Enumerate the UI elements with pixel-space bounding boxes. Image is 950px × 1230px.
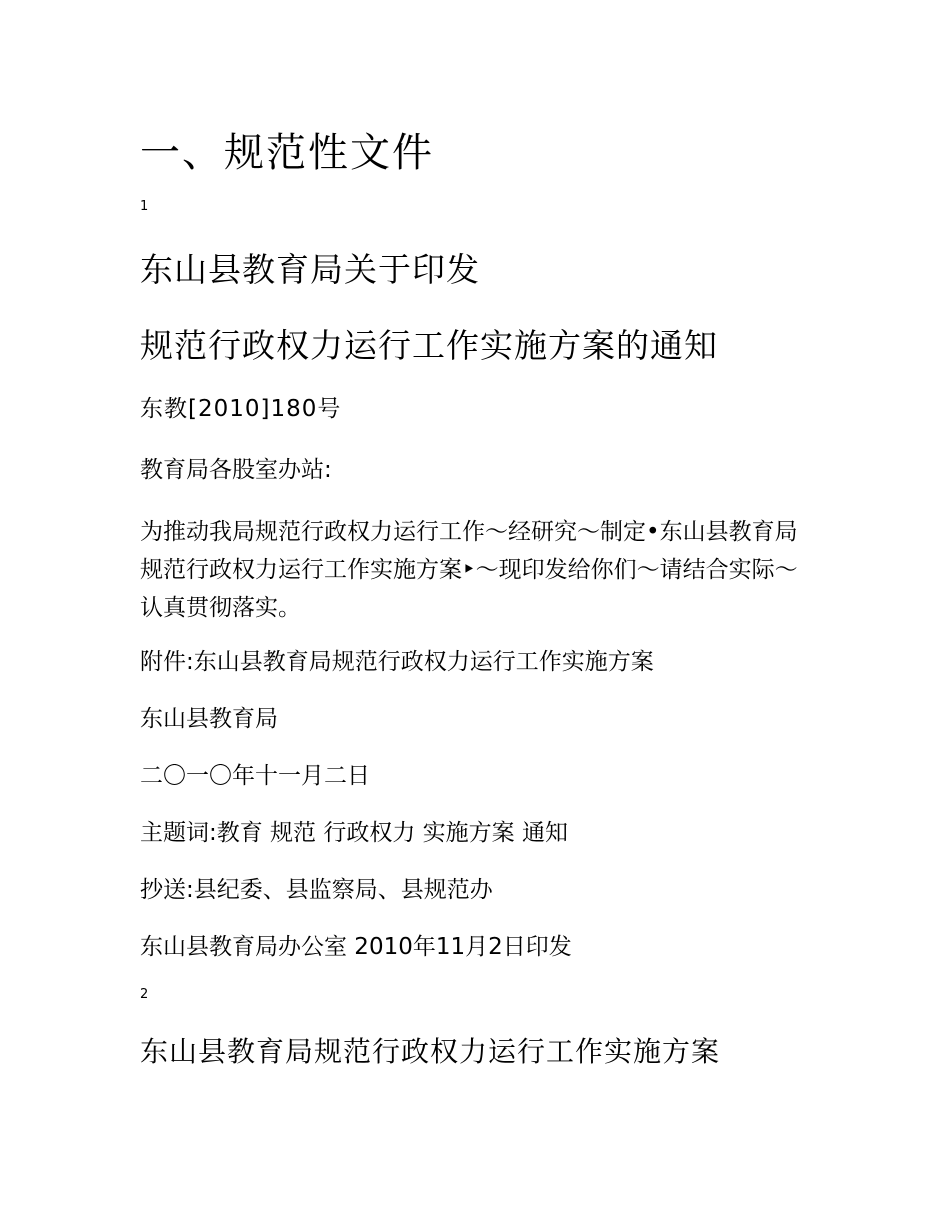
printed-by-line: 东山县教育局办公室 2010年11月2日印发 — [140, 934, 572, 960]
document-number: 东教[2010]180号 — [140, 396, 342, 422]
cc-line: 抄送:县纪委、县监察局、县规范办 — [140, 877, 493, 903]
page-number: 1 — [140, 199, 149, 214]
issue-date: 二〇一〇年十一月二日 — [140, 763, 370, 789]
keywords-line: 主题词:教育 规范 行政权力 实施方案 通知 — [140, 820, 568, 846]
body-paragraph: 为推动我局规范行政权力运行工作～经研究～制定•东山县教育局规范行政权力运行工作实施方案‣～现印发给你们～请结合实际～认真贯彻落实。 — [140, 519, 798, 621]
attachment-line: 附件:东山县教育局规范行政权力运行工作实施方案 — [140, 649, 654, 675]
section-heading: 一、规范性文件 — [140, 130, 434, 176]
notice-title-line-2: 规范行政权力运行工作实施方案的通知 — [140, 326, 718, 365]
page-number: 2 — [140, 987, 149, 1002]
addressee: 教育局各股室办站: — [140, 457, 332, 483]
plan-title: 东山县教育局规范行政权力运行工作实施方案 — [140, 1035, 721, 1068]
issuer: 东山县教育局 — [140, 706, 278, 732]
notice-title-line-1: 东山县教育局关于印发 — [140, 250, 480, 289]
